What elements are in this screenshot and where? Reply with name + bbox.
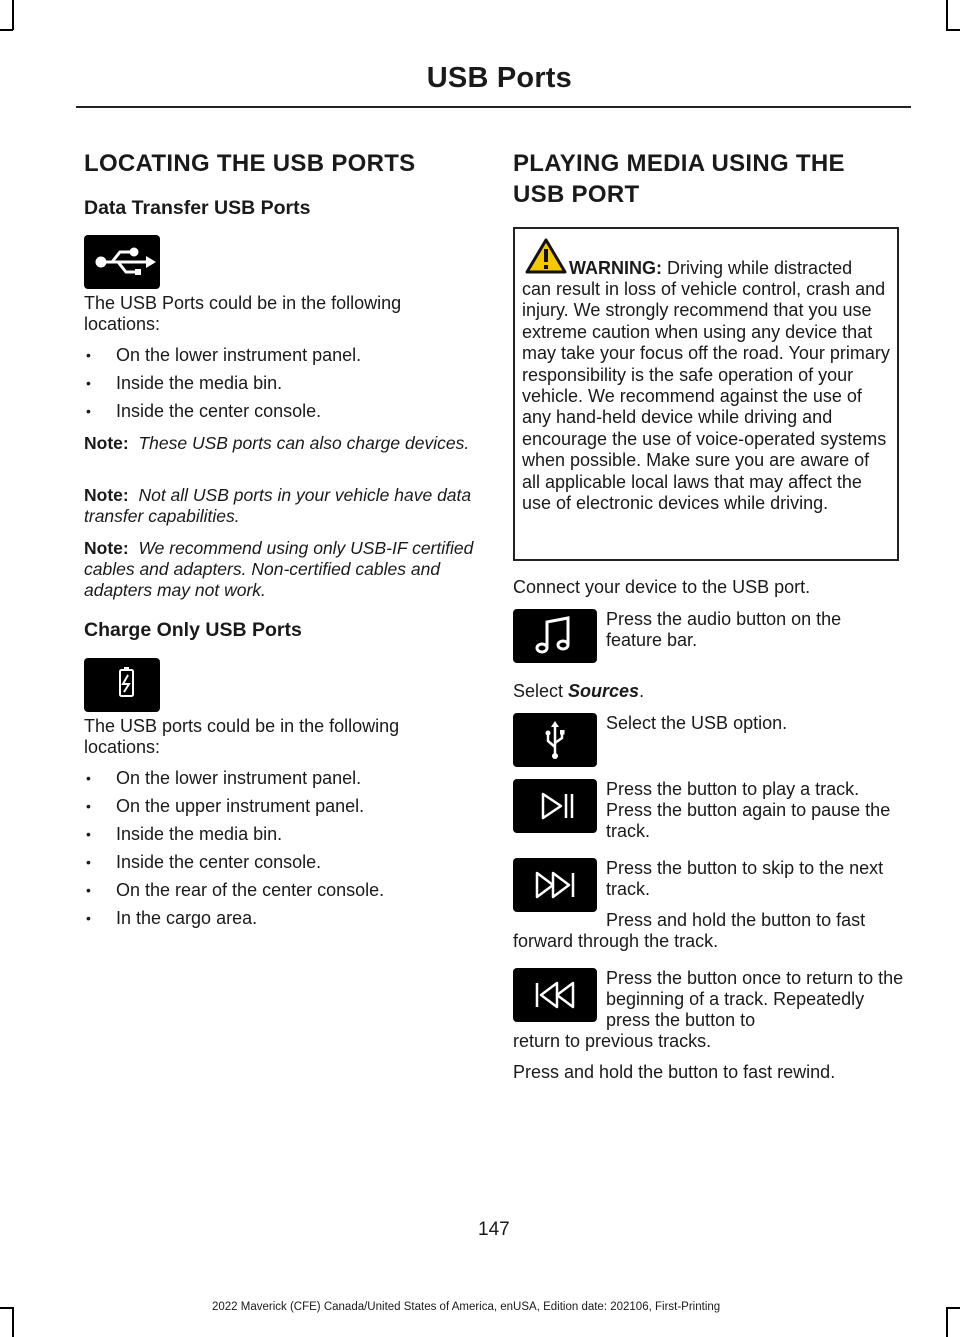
music-note-icon	[513, 609, 597, 663]
note-text: We recommend using only USB-IF certified cables and adapters. Non-certified cables and adapters may not work.	[84, 538, 474, 600]
section-heading: LOCATING THE USB PORTS	[84, 150, 416, 177]
warning-first-line	[569, 258, 852, 279]
crop-mark	[946, 29, 960, 31]
warning-body: can result in loss of vehicle control, crash and injury. We strongly recommend that you use extreme caution when using any device that may take your focus off the road. Your primary responsibility is the safe operation of your vehicle. We recommend against the use of any hand-held device while driving and encourage the use of voice-operated systems when possible. Make sure you are aware of all applicable local laws that may affect the use of electronic devices while driving.	[522, 279, 890, 514]
charge-only-intro: The USB ports could be in the following locations:	[84, 716, 400, 757]
crop-mark	[12, 0, 14, 30]
list-item: • Inside the media bin.	[84, 373, 474, 394]
list-item: • On the lower instrument panel.	[84, 345, 474, 366]
fast-forward-line-1: Press and hold the button to fast	[606, 910, 866, 930]
select-prefix: Select	[513, 681, 569, 701]
skip-step: Press the button to skip to the next track.	[606, 858, 884, 899]
usb-step: Select the USB option.	[606, 713, 788, 733]
list-item: • On the upper instrument panel.	[84, 796, 474, 817]
warning-lead: Driving while distracted	[667, 258, 853, 278]
sources-label: Sources	[568, 681, 640, 701]
crop-mark	[12, 1307, 14, 1337]
note	[84, 485, 476, 527]
list-item: • On the rear of the center console.	[84, 880, 474, 901]
crop-mark	[946, 1307, 960, 1309]
connect-text: Connect your device to the USB port.	[513, 577, 811, 597]
list-item: • Inside the media bin.	[84, 824, 474, 845]
usb-trident-icon	[513, 713, 597, 767]
skip-back-icon	[513, 968, 597, 1022]
note-label: Note:	[84, 485, 129, 505]
play-pause-icon	[513, 779, 597, 833]
warning-icon	[525, 238, 567, 274]
crop-mark	[0, 1307, 13, 1309]
page-number: 147	[478, 1219, 510, 1240]
charge-only-locations	[84, 768, 474, 929]
page-title: USB Ports	[426, 62, 572, 94]
warning-label: WARNING:	[569, 258, 662, 278]
fast-forward-line-2: forward through the track.	[513, 931, 719, 951]
select-sources	[513, 681, 644, 702]
heading-line: PLAYING MEDIA USING THE	[513, 150, 845, 177]
select-suffix: .	[639, 681, 645, 701]
usb-icon	[84, 235, 160, 289]
subheading-data-transfer: Data Transfer USB Ports	[84, 197, 311, 219]
note-label: Note:	[84, 433, 129, 453]
subheading-charge-only: Charge Only USB Ports	[84, 619, 302, 641]
footer-edition: 2022 Maverick (CFE) Canada/United States of America, enUSA, Edition date: 202106, First-Printing	[212, 1301, 721, 1313]
note-text: Not all USB ports in your vehicle have data transfer capabilities.	[84, 485, 472, 526]
list-item: • In the cargo area.	[84, 908, 474, 929]
warning-box	[513, 227, 899, 561]
skip-forward-icon	[513, 858, 597, 912]
data-transfer-locations	[84, 345, 474, 422]
battery-charge-icon	[84, 658, 160, 712]
list-item: • Inside the center console.	[84, 401, 474, 422]
crop-mark	[946, 0, 948, 30]
rewind-hold: Press and hold the button to fast rewind.	[513, 1062, 836, 1082]
data-transfer-intro: The USB Ports could be in the following locations:	[84, 293, 402, 334]
rewind-step: Press the button once to return to the beginning of a track. Repeatedly press the button to	[606, 968, 904, 1030]
note	[84, 433, 474, 454]
play-step: Press the button to play a track. Press the button again to pause the track.	[606, 779, 891, 841]
section-heading	[513, 148, 845, 210]
rewind-step-cont: return to previous tracks.	[513, 1031, 712, 1051]
heading-line: USB PORT	[513, 181, 640, 208]
note-text: These USB ports can also charge devices.	[138, 433, 470, 453]
crop-mark	[0, 29, 13, 31]
crop-mark	[946, 1307, 948, 1337]
note	[84, 538, 476, 601]
list-item: • Inside the center console.	[84, 852, 474, 873]
list-item: • On the lower instrument panel.	[84, 768, 474, 789]
note-label: Note:	[84, 538, 129, 558]
header-rule	[76, 106, 911, 108]
audio-step: Press the audio button on the feature bar.	[606, 609, 842, 650]
